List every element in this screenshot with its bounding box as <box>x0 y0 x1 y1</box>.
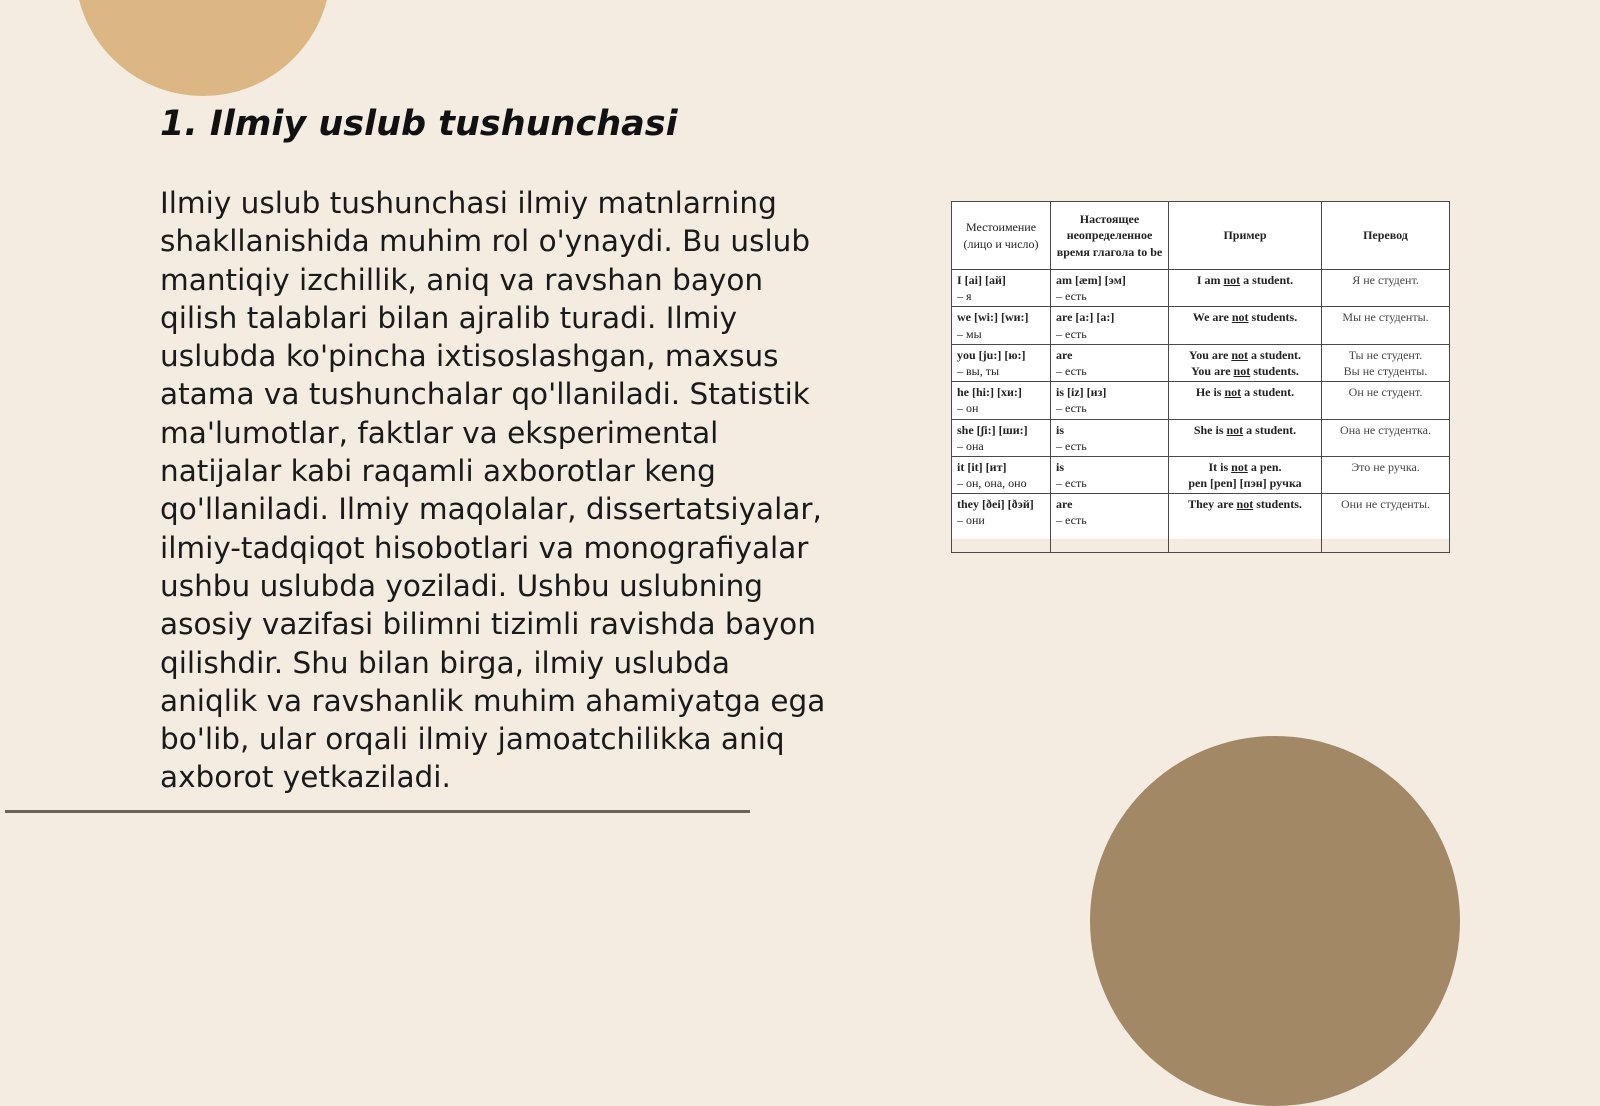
verb-text: are [a:] [a:] <box>1056 310 1115 325</box>
slide-title: 1. Ilmiy uslub tushunchasi <box>160 104 678 144</box>
verb-text: is <box>1056 459 1065 474</box>
translation-text: Ты не студент. <box>1348 347 1423 362</box>
grammar-table-image <box>951 201 1449 539</box>
pronoun-translation-text: – вы, ты <box>957 363 1000 378</box>
table-row <box>952 382 1450 419</box>
verb-text: are <box>1056 497 1073 512</box>
verb-text: is <box>1056 422 1065 437</box>
example-text: He is not a student. <box>1195 385 1295 400</box>
cell-pronoun <box>952 307 1051 344</box>
example-text: I am not a student. <box>1196 273 1294 287</box>
cell-translation <box>1322 382 1450 419</box>
example-text: They are not students. <box>1188 497 1302 512</box>
cell-verb <box>1051 382 1169 419</box>
cell-example <box>1169 419 1322 456</box>
cell-translation <box>1322 307 1450 344</box>
cell-verb <box>1051 270 1169 307</box>
pronoun-translation-text: – они <box>957 513 985 528</box>
pronoun-translation-text: – он, она, оно <box>957 476 1027 491</box>
verb-translation-text: – есть <box>1056 438 1087 453</box>
verb-translation-text: – есть <box>1056 289 1087 304</box>
cell-example <box>1169 382 1322 419</box>
example-text: You are not a student. <box>1188 347 1302 362</box>
cell-verb <box>1051 419 1169 456</box>
pronoun-text: she [ʃi:] [ши:] <box>957 422 1028 437</box>
table-row <box>952 270 1450 307</box>
cell-pronoun <box>952 419 1051 456</box>
translation-text: Он не студент. <box>1348 385 1423 400</box>
cell-verb <box>1051 456 1169 493</box>
cell-verb <box>1051 344 1169 381</box>
table-body <box>952 270 1450 553</box>
cell-pronoun <box>952 456 1051 493</box>
cell-example <box>1169 494 1322 553</box>
cell-pronoun <box>952 494 1051 553</box>
pronoun-text: he [hi:] [хи:] <box>957 385 1022 400</box>
example-second-text: pen [pen] [пэн] ручка <box>1188 476 1302 491</box>
pronoun-text: it [it] [ит] <box>957 459 1007 474</box>
table-header-row <box>952 202 1450 270</box>
table-row <box>952 494 1450 553</box>
cell-verb <box>1051 307 1169 344</box>
cell-pronoun <box>952 382 1051 419</box>
verb-translation-text: – есть <box>1056 401 1087 416</box>
pronoun-text: I [ai] [ай] <box>957 273 1006 287</box>
translation-second-text: Вы не студенты. <box>1343 363 1428 378</box>
translation-text: Это не ручка. <box>1351 459 1420 474</box>
cell-example <box>1169 456 1322 493</box>
header-tense: Настоящее неопределенное время глагола to be <box>1051 202 1169 270</box>
header-example: Пример <box>1169 202 1322 270</box>
header-translation: Перевод <box>1322 202 1450 270</box>
cell-translation <box>1322 456 1450 493</box>
example-text: We are not students. <box>1192 310 1298 325</box>
verb-translation-text: – есть <box>1056 363 1087 378</box>
pronoun-translation-text: – он <box>957 401 979 416</box>
pronoun-translation-text: – она <box>957 438 984 453</box>
table-row <box>952 456 1450 493</box>
verb-text: is [iz] [из] <box>1056 385 1107 400</box>
grammar-table <box>951 201 1450 553</box>
translation-text: Мы не студенты. <box>1342 310 1429 325</box>
example-second-text: You are not students. <box>1191 363 1299 378</box>
example-text: It is not a pen. <box>1208 459 1282 474</box>
cell-example <box>1169 307 1322 344</box>
pronoun-translation-text: – я <box>957 289 972 304</box>
cell-translation <box>1322 419 1450 456</box>
pronoun-translation-text: – мы <box>957 326 982 341</box>
example-text: She is not a student. <box>1193 422 1297 437</box>
slide-body-text: Ilmiy uslub tushunchasi ilmiy matnlarning shakllanishida muhim rol o'ynaydi. Bu uslub mantiqiy izchillik, aniq va ravshan bayon qilish talablari bilan ajralib turadi. Ilmiy uslubda ko'pincha ixtisoslashgan, maxsus atama va tushunchalar qo'llaniladi. Statistik ma'lumotlar, faktlar va eksperimental natijalar kabi raqamli axborotlar keng qo'llaniladi. Ilmiy maqolalar, dissertatsiyalar, ilmiy-tadqiqot hisobotlari va monografiyalar ushbu uslubda yoziladi. Ushbu uslubning asosiy vazifasi bilimni tizimli ravishda bayon qilishdir. Shu bilan birga, ilmiy uslubda aniqlik va ravshanlik muhim ahamiyatga ega bo'lib, ular orqali ilmiy jamoatchilikka aniq axborot yetkaziladi. <box>160 186 826 795</box>
decorative-circle-bottom <box>1090 736 1460 1106</box>
table-row <box>952 307 1450 344</box>
cell-pronoun <box>952 270 1051 307</box>
divider-line <box>5 810 750 813</box>
verb-translation-text: – есть <box>1056 476 1087 491</box>
translation-text: Они не студенты. <box>1340 497 1431 512</box>
pronoun-text: we [wi:] [wи:] <box>957 310 1029 325</box>
cell-example <box>1169 344 1322 381</box>
verb-text: are <box>1056 347 1073 362</box>
verb-text: am [æm] [эм] <box>1056 273 1126 287</box>
translation-text: Я не студент. <box>1352 273 1419 287</box>
cell-pronoun <box>952 344 1051 381</box>
table-row <box>952 344 1450 381</box>
cell-example <box>1169 270 1322 307</box>
cell-verb <box>1051 494 1169 553</box>
verb-translation-text: – есть <box>1056 513 1087 528</box>
verb-translation-text: – есть <box>1056 326 1087 341</box>
pronoun-text: you [ju:] [ю:] <box>957 347 1026 362</box>
cell-translation <box>1322 270 1450 307</box>
pronoun-text: they [ðei] [ðэй] <box>957 497 1034 512</box>
header-pronoun: Местоимение (лицо и число) <box>952 202 1051 270</box>
table-row <box>952 419 1450 456</box>
translation-text: Она не студентка. <box>1340 422 1431 437</box>
decorative-circle-top <box>75 0 331 96</box>
cell-translation <box>1322 494 1450 553</box>
cell-translation <box>1322 344 1450 381</box>
